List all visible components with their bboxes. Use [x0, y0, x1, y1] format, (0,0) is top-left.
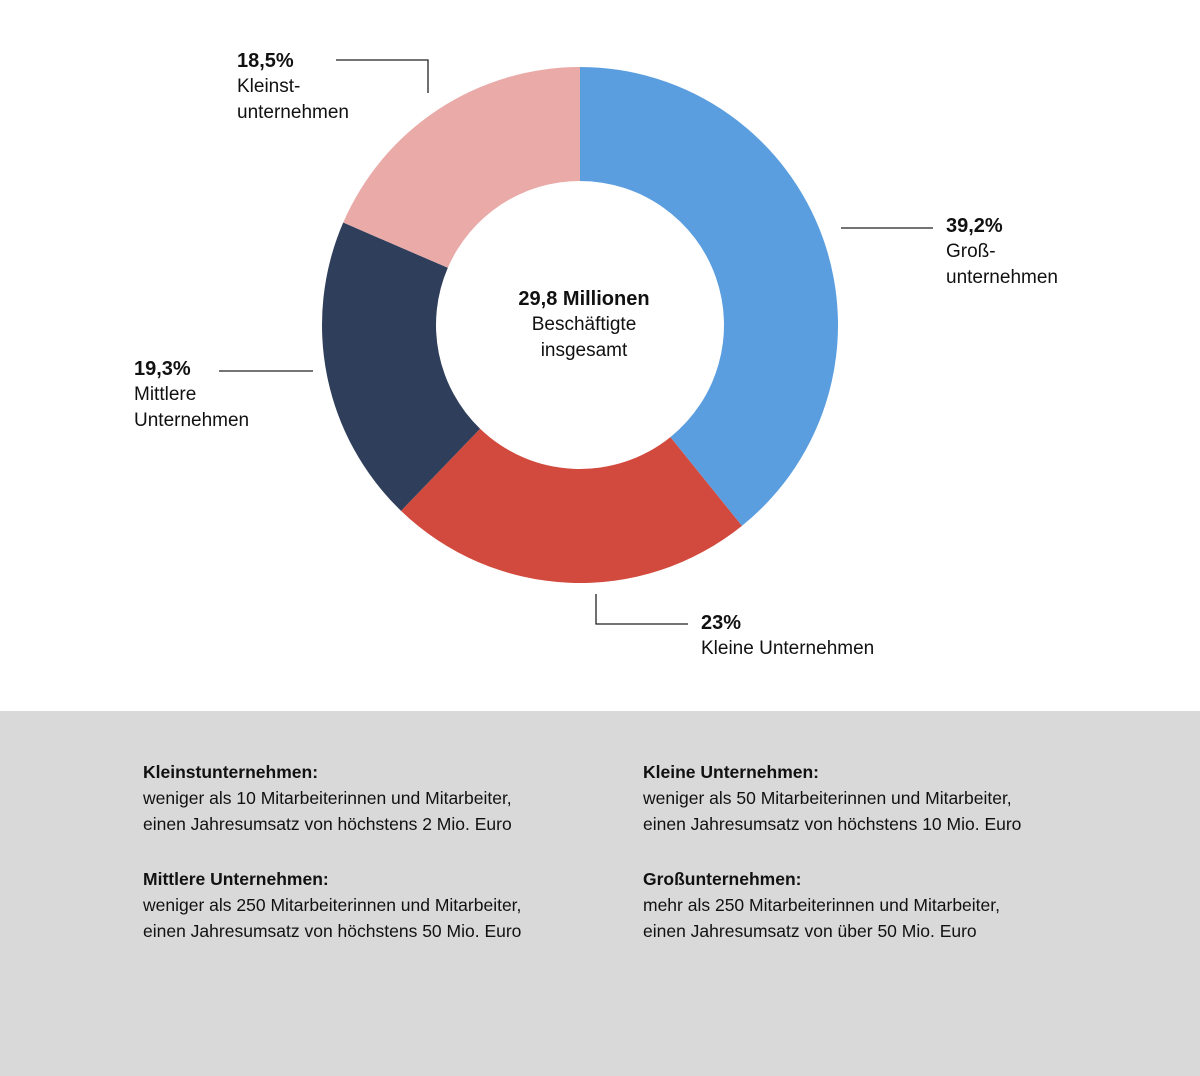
definition-line: einen Jahresumsatz von höchstens 2 Mio. Euro — [143, 814, 512, 834]
definition-term: Mittlere Unternehmen: — [143, 869, 329, 889]
slice-name-klein-line-1: Kleine Unternehmen — [701, 638, 875, 659]
definition-line: einen Jahresumsatz von höchstens 10 Mio. Euro — [643, 814, 1022, 834]
definition-term: Großunternehmen: — [643, 869, 802, 889]
slice-name-mittel-line-2: Unternehmen — [134, 410, 250, 431]
definitions-panel — [0, 711, 1200, 1076]
slice-name-mittel-line-1: Mittlere — [134, 384, 197, 405]
definition-mittel — [143, 866, 603, 944]
slice-label-gross — [946, 213, 1058, 291]
slice-name-kleinst-line-1: Kleinst- — [237, 76, 301, 97]
leader-line-kleinst — [336, 60, 428, 93]
center-caption-line-2: insgesamt — [540, 340, 628, 361]
definition-klein — [643, 759, 1103, 837]
slice-label-mittel — [134, 356, 249, 434]
slice-pct-gross: 39,2% — [946, 215, 1003, 237]
definition-line: mehr als 250 Mitarbeiterinnen und Mitarbeiter, — [643, 895, 1000, 915]
definition-line: weniger als 250 Mitarbeiterinnen und Mitarbeiter, — [143, 895, 522, 915]
slice-pct-klein: 23% — [701, 612, 742, 634]
donut-center-label — [454, 286, 714, 364]
slice-name-kleinst-line-2: unternehmen — [237, 102, 349, 123]
definition-line: weniger als 10 Mitarbeiterinnen und Mitarbeiter, — [143, 788, 512, 808]
definition-term: Kleinstunternehmen: — [143, 762, 319, 782]
slice-name-gross-line-2: unternehmen — [946, 267, 1058, 288]
center-caption-line-1: Beschäftigte — [531, 314, 637, 335]
slice-label-klein — [701, 610, 874, 662]
definition-gross — [643, 866, 1103, 944]
definition-line: einen Jahresumsatz von über 50 Mio. Euro — [643, 921, 977, 941]
slice-pct-mittel: 19,3% — [134, 358, 191, 380]
slice-pct-kleinst: 18,5% — [237, 50, 294, 72]
definition-line: einen Jahresumsatz von höchstens 50 Mio. Euro — [143, 921, 522, 941]
slice-label-kleinst — [237, 48, 349, 126]
definition-line: weniger als 50 Mitarbeiterinnen und Mitarbeiter, — [643, 788, 1012, 808]
slice-name-gross-line-1: Groß- — [946, 241, 996, 262]
definition-kleinst — [143, 759, 603, 837]
leader-line-klein — [596, 594, 688, 624]
donut-slice-kleinst — [343, 67, 580, 268]
total-employees-value: 29,8 Millionen — [518, 288, 650, 310]
definition-term: Kleine Unternehmen: — [643, 762, 819, 782]
